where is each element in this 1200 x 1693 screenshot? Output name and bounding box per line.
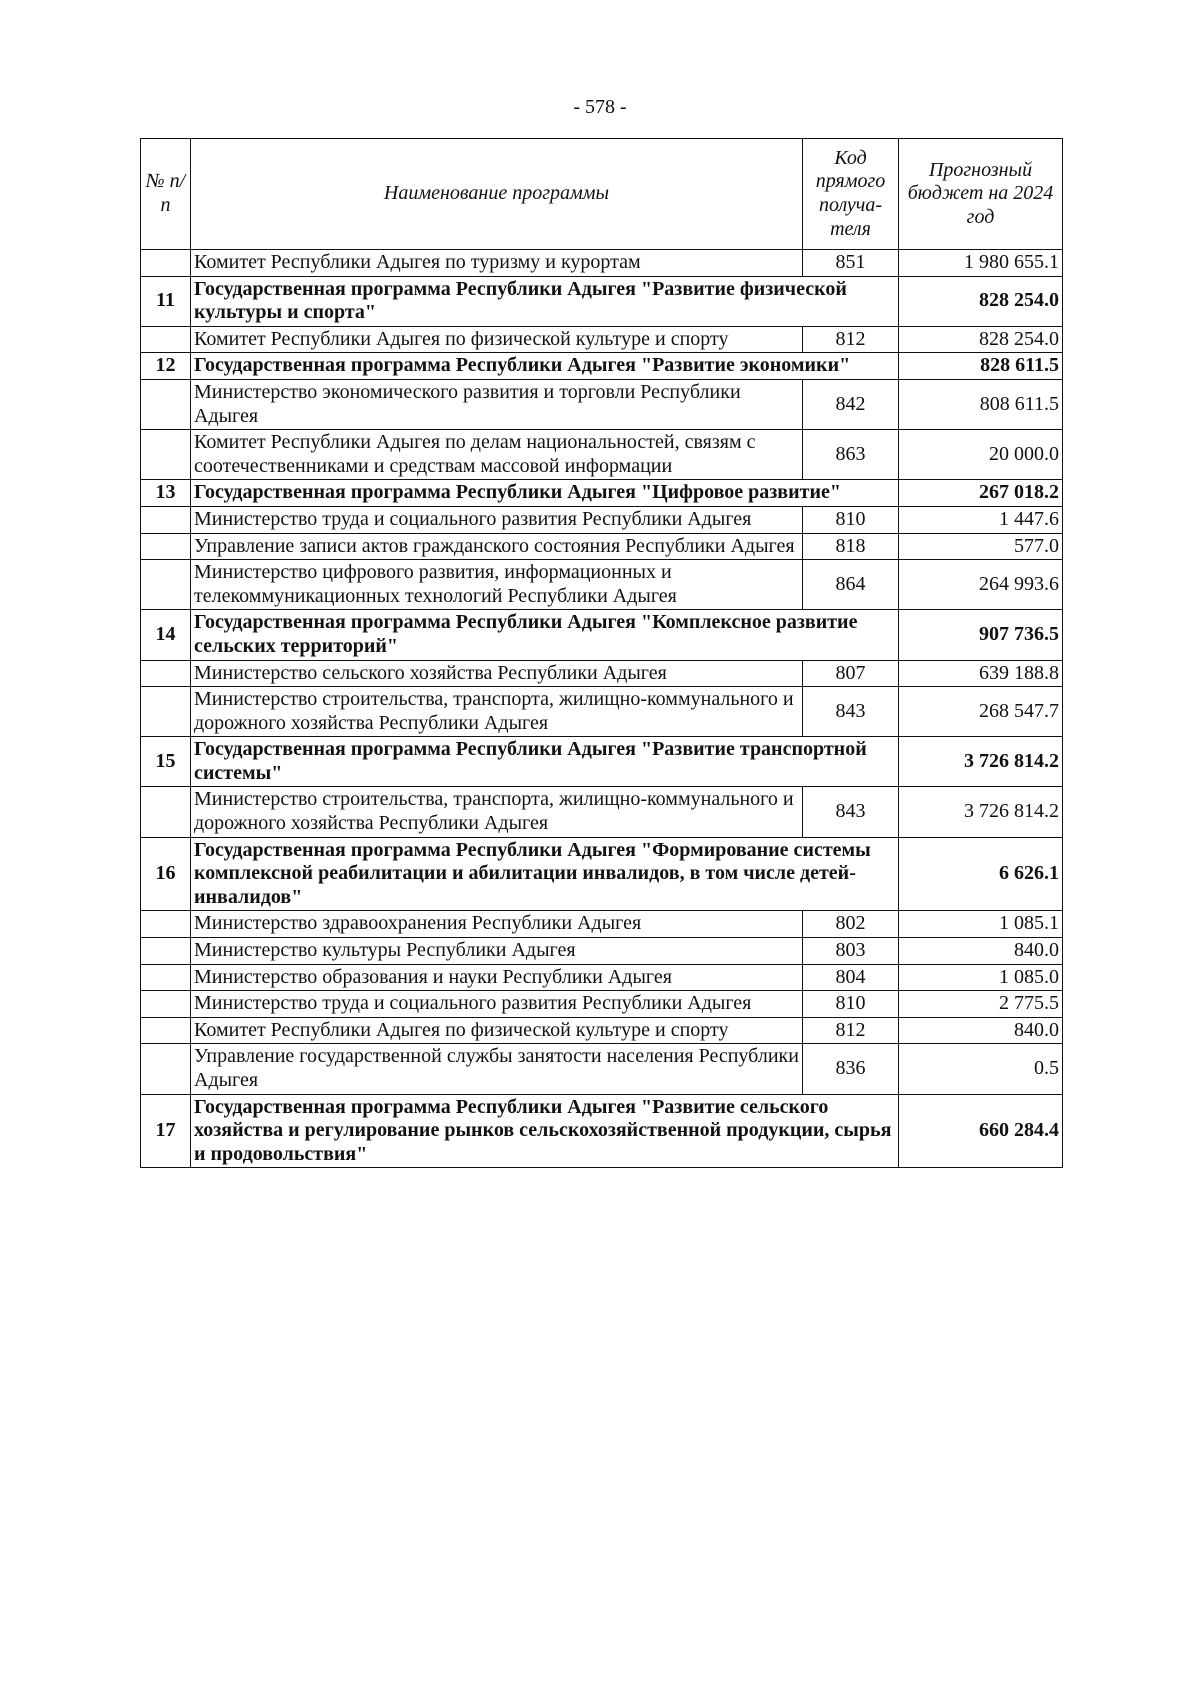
program-budget: 907 736.5 [899, 610, 1063, 660]
row-number: 16 [141, 837, 191, 911]
recipient-budget: 1 980 655.1 [899, 250, 1063, 277]
recipient-name: Комитет Республики Адыгея по туризму и курортам [191, 250, 803, 277]
recipient-code: 842 [803, 379, 899, 429]
row-number [141, 1044, 191, 1094]
program-row [141, 276, 1063, 326]
header-code: Код прямого получа-теля [803, 139, 899, 250]
program-row [141, 480, 1063, 507]
program-row [141, 353, 1063, 380]
program-row [141, 837, 1063, 911]
program-budget: 6 626.1 [899, 837, 1063, 911]
recipient-code: 810 [803, 506, 899, 533]
row-number [141, 250, 191, 277]
program-name: Государственная программа Республики Адыгея "Комплексное развитие сельских территорий" [191, 610, 899, 660]
recipient-code: 802 [803, 911, 899, 938]
row-number: 14 [141, 610, 191, 660]
recipient-code: 812 [803, 326, 899, 353]
row-number: 11 [141, 276, 191, 326]
recipient-name: Управление записи актов гражданского состояния Республики Адыгея [191, 533, 803, 560]
recipient-code: 863 [803, 430, 899, 480]
recipient-name: Управление государственной службы занятости населения Республики Адыгея [191, 1044, 803, 1094]
program-budget: 267 018.2 [899, 480, 1063, 507]
recipient-name: Комитет Республики Адыгея по физической культуре и спорту [191, 326, 803, 353]
recipient-name: Министерство культуры Республики Адыгея [191, 938, 803, 965]
program-name: Государственная программа Республики Адыгея "Формирование системы комплексной реабилитации и абилитации инвалидов, в том числе детей-инвалидов" [191, 837, 899, 911]
row-number: 13 [141, 480, 191, 507]
header-name: Наименование программы [191, 139, 803, 250]
program-name: Государственная программа Республики Адыгея "Развитие экономики" [191, 353, 899, 380]
budget-table [140, 138, 1063, 1168]
row-number [141, 964, 191, 991]
row-number: 12 [141, 353, 191, 380]
recipient-code: 804 [803, 964, 899, 991]
recipient-name: Министерство строительства, транспорта, жилищно-коммунального и дорожного хозяйства Республики Адыгея [191, 687, 803, 737]
recipient-row [141, 991, 1063, 1018]
recipient-row [141, 560, 1063, 610]
recipient-row [141, 964, 1063, 991]
recipient-budget: 264 993.6 [899, 560, 1063, 610]
recipient-row [141, 660, 1063, 687]
recipient-row [141, 250, 1063, 277]
recipient-row [141, 506, 1063, 533]
recipient-budget: 2 775.5 [899, 991, 1063, 1018]
recipient-code: 818 [803, 533, 899, 560]
row-number: 17 [141, 1094, 191, 1168]
recipient-row [141, 379, 1063, 429]
recipient-name: Министерство цифрового развития, информационных и телекоммуникационных технологий Республики Адыгея [191, 560, 803, 610]
recipient-code: 843 [803, 787, 899, 837]
recipient-budget: 828 254.0 [899, 326, 1063, 353]
recipient-budget: 268 547.7 [899, 687, 1063, 737]
recipient-budget: 639 188.8 [899, 660, 1063, 687]
recipient-budget: 20 000.0 [899, 430, 1063, 480]
recipient-row [141, 326, 1063, 353]
recipient-budget: 1 085.0 [899, 964, 1063, 991]
table-header-row [141, 139, 1063, 250]
row-number [141, 379, 191, 429]
recipient-name: Министерство строительства, транспорта, жилищно-коммунального и дорожного хозяйства Республики Адыгея [191, 787, 803, 837]
program-budget: 3 726 814.2 [899, 737, 1063, 787]
row-number [141, 326, 191, 353]
recipient-name: Министерство здравоохранения Республики Адыгея [191, 911, 803, 938]
row-number [141, 787, 191, 837]
recipient-name: Министерство экономического развития и торговли Республики Адыгея [191, 379, 803, 429]
recipient-name: Министерство сельского хозяйства Республики Адыгея [191, 660, 803, 687]
row-number [141, 560, 191, 610]
program-budget: 828 611.5 [899, 353, 1063, 380]
recipient-name: Министерство образования и науки Республики Адыгея [191, 964, 803, 991]
recipient-row [141, 430, 1063, 480]
row-number [141, 687, 191, 737]
row-number [141, 533, 191, 560]
program-budget: 660 284.4 [899, 1094, 1063, 1168]
recipient-row [141, 533, 1063, 560]
recipient-budget: 808 611.5 [899, 379, 1063, 429]
recipient-code: 843 [803, 687, 899, 737]
program-row [141, 1094, 1063, 1168]
recipient-budget: 577.0 [899, 533, 1063, 560]
row-number [141, 1017, 191, 1044]
recipient-budget: 3 726 814.2 [899, 787, 1063, 837]
recipient-name: Министерство труда и социального развития Республики Адыгея [191, 991, 803, 1018]
recipient-row [141, 938, 1063, 965]
recipient-code: 807 [803, 660, 899, 687]
recipient-budget: 1 447.6 [899, 506, 1063, 533]
row-number [141, 938, 191, 965]
recipient-row [141, 687, 1063, 737]
recipient-name: Комитет Республики Адыгея по физической культуре и спорту [191, 1017, 803, 1044]
row-number [141, 911, 191, 938]
row-number [141, 991, 191, 1018]
program-budget: 828 254.0 [899, 276, 1063, 326]
header-num: № п/п [141, 139, 191, 250]
header-budget: Прогнозный бюджет на 2024 год [899, 139, 1063, 250]
row-number [141, 506, 191, 533]
recipient-code: 864 [803, 560, 899, 610]
recipient-budget: 840.0 [899, 938, 1063, 965]
table-body [141, 250, 1063, 1168]
recipient-code: 851 [803, 250, 899, 277]
recipient-budget: 0.5 [899, 1044, 1063, 1094]
program-row [141, 737, 1063, 787]
recipient-name: Министерство труда и социального развития Республики Адыгея [191, 506, 803, 533]
row-number [141, 430, 191, 480]
page-number: - 578 - [573, 96, 627, 118]
recipient-row [141, 911, 1063, 938]
program-name: Государственная программа Республики Адыгея "Развитие сельского хозяйства и регулирование рынков сельскохозяйственной продукции, сырья и продовольствия" [191, 1094, 899, 1168]
recipient-code: 836 [803, 1044, 899, 1094]
row-number [141, 660, 191, 687]
recipient-row [141, 1017, 1063, 1044]
program-name: Государственная программа Республики Адыгея "Цифровое развитие" [191, 480, 899, 507]
recipient-row [141, 787, 1063, 837]
program-name: Государственная программа Республики Адыгея "Развитие транспортной системы" [191, 737, 899, 787]
recipient-row [141, 1044, 1063, 1094]
recipient-budget: 840.0 [899, 1017, 1063, 1044]
program-name: Государственная программа Республики Адыгея "Развитие физической культуры и спорта" [191, 276, 899, 326]
program-row [141, 610, 1063, 660]
recipient-code: 812 [803, 1017, 899, 1044]
recipient-name: Комитет Республики Адыгея по делам национальностей, связям с соотечественниками и средствам массовой информации [191, 430, 803, 480]
recipient-budget: 1 085.1 [899, 911, 1063, 938]
recipient-code: 803 [803, 938, 899, 965]
row-number: 15 [141, 737, 191, 787]
recipient-code: 810 [803, 991, 899, 1018]
